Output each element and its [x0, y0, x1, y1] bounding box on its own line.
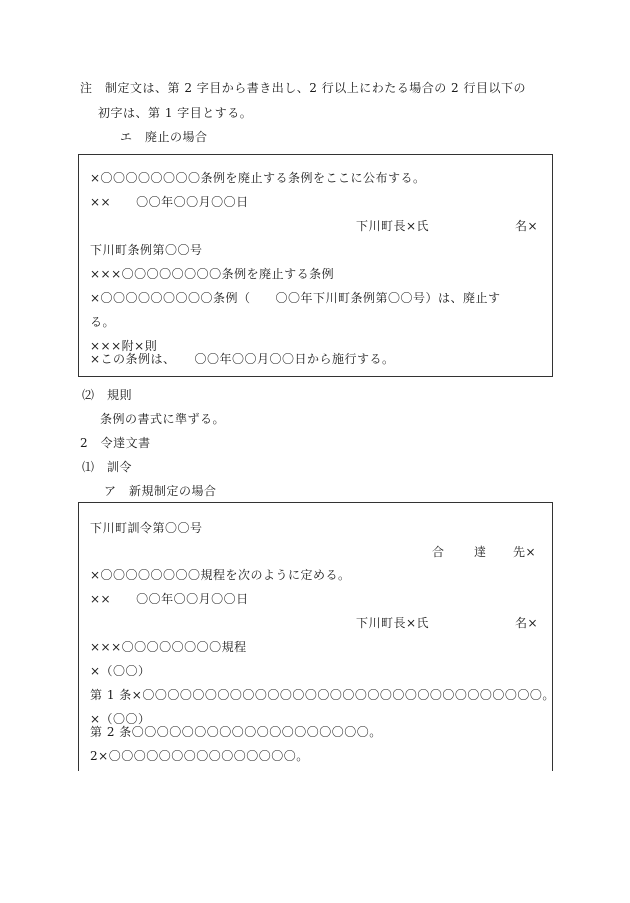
- box1-line-1: ×〇〇〇〇〇〇〇〇条例を廃止する条例をここに公布する。: [90, 171, 426, 185]
- box1-line-8: ×××附×則: [90, 339, 158, 353]
- box1-line-2: ×× 〇〇年〇〇月〇〇日: [90, 195, 249, 209]
- note-line-2: 初字は、第 1 字目とする。: [98, 106, 253, 120]
- box2-line-4: ×× 〇〇年〇〇月〇〇日: [90, 592, 249, 606]
- box1-line-6: ×〇〇〇〇〇〇〇〇〇条例（ 〇〇年下川町条例第〇〇号）は、廃止す: [90, 291, 501, 305]
- box1-mayor-label: 下川町長×氏: [356, 219, 430, 233]
- box1-mayor-name: 名×: [515, 219, 539, 233]
- kunrei-heading: ⑴ 訓令: [82, 460, 133, 474]
- box1-line-4: 下川町条例第〇〇号: [90, 243, 203, 257]
- box2-mayor-name: 名×: [515, 616, 539, 630]
- section-heading-new: ア 新規制定の場合: [104, 484, 217, 498]
- box2-line-7: ×（〇〇）: [90, 664, 151, 678]
- rules-heading: ⑵ 規則: [82, 388, 133, 402]
- box2-line-11: 2×〇〇〇〇〇〇〇〇〇〇〇〇〇〇〇。: [90, 749, 309, 763]
- box2-recipient-b: 達: [474, 545, 487, 559]
- box2-line-10: 第 2 条〇〇〇〇〇〇〇〇〇〇〇〇〇〇〇〇〇〇〇。: [90, 725, 382, 739]
- box2-line-1: 下川町訓令第〇〇号: [90, 521, 203, 535]
- box2-line-6: ×××〇〇〇〇〇〇〇〇規程: [90, 640, 247, 654]
- note-line-1: 注 制定文は、第 2 字目から書き出し、2 行以上にわたる場合の 2 行目以下の: [80, 81, 526, 95]
- box2-mayor-label: 下川町長×氏: [356, 616, 430, 630]
- box2-line-8: 第 1 条×〇〇〇〇〇〇〇〇〇〇〇〇〇〇〇〇〇〇〇〇〇〇〇〇〇〇〇〇〇〇〇〇。: [90, 688, 555, 702]
- box1-line-9: ×この条例は、 〇〇年〇〇月〇〇日から施行する。: [90, 352, 395, 366]
- box2-recipient-a: 合: [432, 545, 445, 559]
- box1-line-7: る。: [90, 315, 116, 329]
- box1-line-5: ×××〇〇〇〇〇〇〇〇条例を廃止する条例: [90, 267, 335, 281]
- box2-line-3: ×〇〇〇〇〇〇〇〇規程を次のように定める。: [90, 568, 351, 582]
- box2-line-9: ×（〇〇）: [90, 712, 151, 726]
- section-2-heading: 2 令達文書: [80, 436, 151, 450]
- section-heading-abolition: エ 廃止の場合: [120, 130, 208, 144]
- rules-text: 条例の書式に準ずる。: [100, 412, 226, 426]
- box2-recipient-c: 先×: [513, 545, 537, 559]
